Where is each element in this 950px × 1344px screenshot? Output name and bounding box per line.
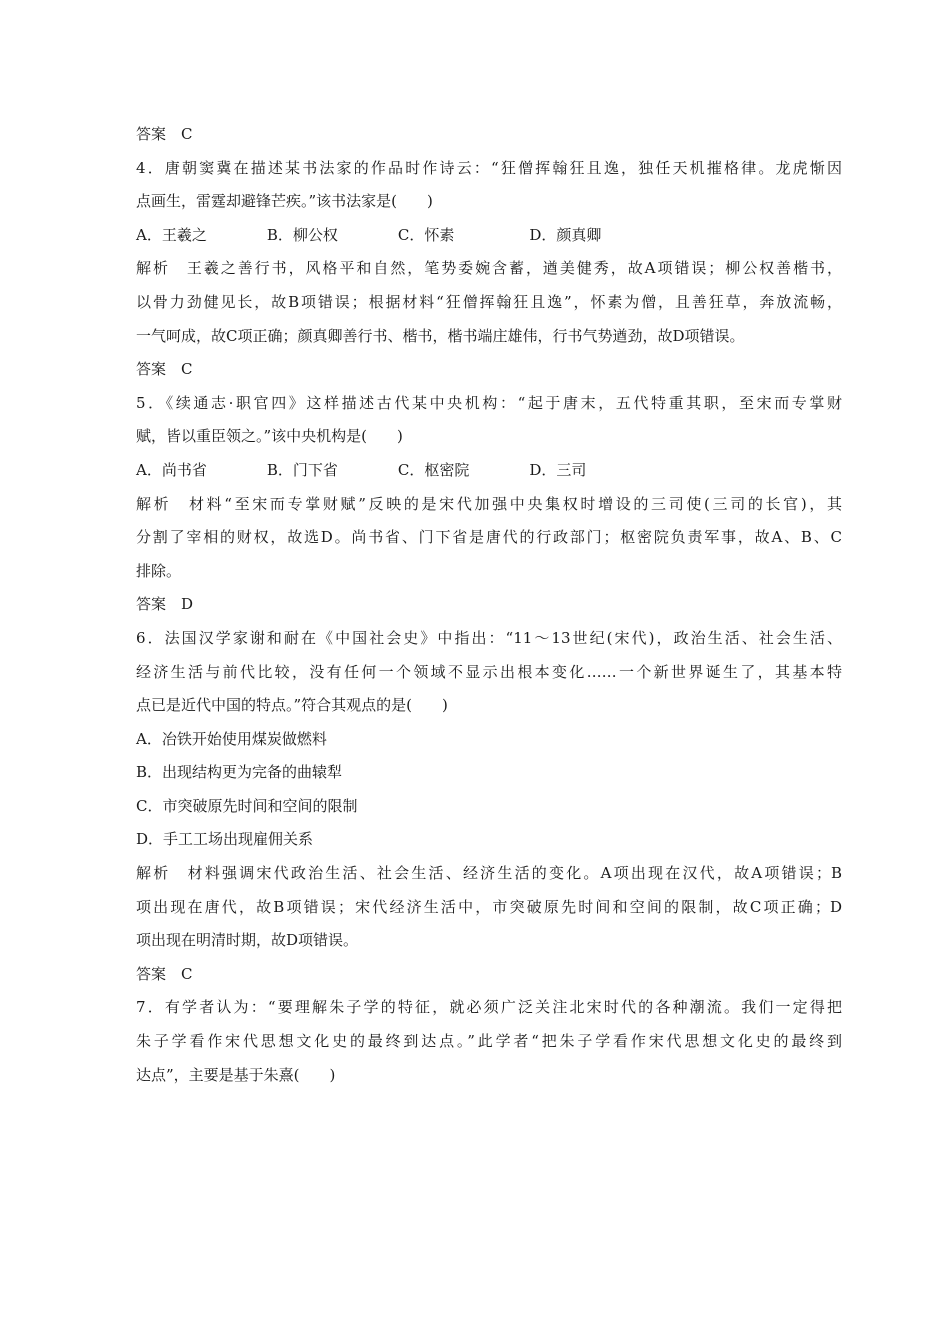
text-line: 答案 C <box>136 964 193 983</box>
text-line: 4．唐朝窦冀在描述某书法家的作品时作诗云：“狂僧挥翰狂且逸，独任天机摧格律。龙虎惭因 <box>136 158 842 177</box>
text-line: 答案 D <box>136 595 194 614</box>
text-line: 7．有学者认为：“要理解朱子学的特征，就必须广泛关注北宋时代的各种潮流。我们一定得把 <box>136 998 842 1017</box>
text-line: 一气呵成，故C项正确；颜真卿善行书、楷书，楷书端庄雄伟，行书气势遒劲，故D项错误。 <box>136 326 745 345</box>
text-line: A．尚书省 B．门下省 C．枢密院 D．三司 <box>136 460 587 479</box>
text-line: 朱子学看作宋代思想文化史的最终到达点。”此学者“把朱子学看作宋代思想文化史的最终到 <box>136 1032 842 1051</box>
text-line: A．王羲之 B．柳公权 C．怀素 D．颜真卿 <box>136 225 602 244</box>
text-line: 赋，皆以重臣领之。”该中央机构是( ) <box>136 427 403 446</box>
text-line: 点画生，雷霆却避锋芒疾。”该书法家是( ) <box>136 192 433 211</box>
text-line: 5．《续通志·职官四》这样描述古代某中央机构：“起于唐末，五代特重其职，至宋而专掌财 <box>136 393 842 412</box>
text-line: 项出现在唐代，故B项错误；宋代经济生活中，市突破原先时间和空间的限制，故C项正确；D <box>136 897 842 916</box>
text-line: 项出现在明清时期，故D项错误。 <box>136 931 359 950</box>
text-line: C．市突破原先时间和空间的限制 <box>136 796 358 815</box>
text-line: 排除。 <box>136 561 182 580</box>
text-line: 解析 材料强调宋代政治生活、社会生活、经济生活的变化。A项出现在汉代，故A项错误；B <box>136 864 842 883</box>
text-line: 6．法国汉学家谢和耐在《中国社会史》中指出：“11～13世纪(宋代)，政治生活、社会生活、 <box>136 628 842 647</box>
text-line: D．手工工场出现雇佣关系 <box>136 830 314 849</box>
text-line: 达点”，主要是基于朱熹( ) <box>136 1065 336 1084</box>
text-line: 经济生活与前代比较，没有任何一个领域不显示出根本变化……一个新世界诞生了，其基本特 <box>136 662 842 681</box>
text-line: 点已是近代中国的特点。”符合其观点的是( ) <box>136 696 448 715</box>
text-line: 答案 C <box>136 360 193 379</box>
text-line: 解析 材料“至宋而专掌财赋”反映的是宋代加强中央集权时增设的三司使(三司的长官)，其 <box>136 494 842 513</box>
text-line: 以骨力劲健见长，故B项错误；根据材料“狂僧挥翰狂且逸”，怀素为僧，且善狂草，奔放流畅， <box>136 292 842 311</box>
text-line: 解析 王羲之善行书，风格平和自然，笔势委婉含蓄，遒美健秀，故A项错误；柳公权善楷书， <box>136 259 842 278</box>
text-line: 分割了宰相的财权，故选D。尚书省、门下省是唐代的行政部门；枢密院负责军事，故A、B、C <box>136 528 842 547</box>
text-line: A．冶铁开始使用煤炭做燃料 <box>136 729 327 748</box>
text-line: B．出现结构更为完备的曲辕犁 <box>136 763 343 782</box>
document-page <box>136 118 842 1092</box>
text-line: 答案 C <box>136 125 193 143</box>
